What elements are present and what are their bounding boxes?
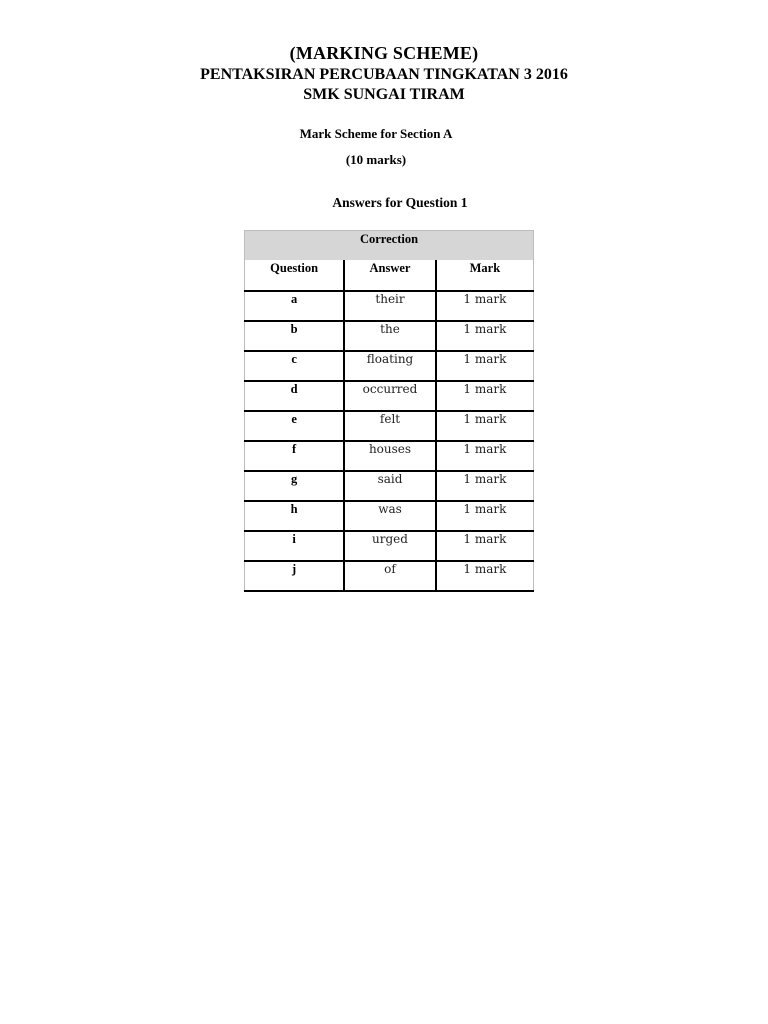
table-row bbox=[245, 531, 534, 561]
answer-cell: floating bbox=[344, 351, 436, 381]
answer-cell: the bbox=[344, 321, 436, 351]
question-cell: c bbox=[245, 351, 345, 381]
answer-table bbox=[244, 230, 534, 592]
answer-cell: of bbox=[344, 561, 436, 591]
total-marks: (10 marks) bbox=[345, 152, 407, 167]
section-label: Mark Scheme for Section A bbox=[299, 126, 453, 141]
answer-cell: their bbox=[344, 291, 436, 321]
question-cell: b bbox=[245, 321, 345, 351]
table-row bbox=[245, 351, 534, 381]
table-row bbox=[245, 501, 534, 531]
answer-cell: was bbox=[344, 501, 436, 531]
answers-heading: Answers for Question 1 bbox=[332, 195, 468, 210]
table-header-row bbox=[245, 260, 534, 291]
table-row bbox=[245, 471, 534, 501]
table-row bbox=[245, 411, 534, 441]
question-cell: j bbox=[245, 561, 345, 591]
table-body bbox=[245, 291, 534, 591]
mark-cell: 1 mark bbox=[436, 411, 534, 441]
question-cell: d bbox=[245, 381, 345, 411]
mark-cell: 1 mark bbox=[436, 441, 534, 471]
mark-cell: 1 mark bbox=[436, 351, 534, 381]
column-header-question: Question bbox=[245, 260, 345, 291]
table-caption-row bbox=[245, 231, 534, 261]
answer-cell: urged bbox=[344, 531, 436, 561]
table-row bbox=[245, 441, 534, 471]
document-title: (MARKING SCHEME) bbox=[289, 43, 479, 63]
mark-cell: 1 mark bbox=[436, 471, 534, 501]
column-header-mark: Mark bbox=[436, 260, 534, 291]
table-row bbox=[245, 291, 534, 321]
answer-cell: said bbox=[344, 471, 436, 501]
mark-cell: 1 mark bbox=[436, 321, 534, 351]
question-cell: f bbox=[245, 441, 345, 471]
exam-name: PENTAKSIRAN PERCUBAAN TINGKATAN 3 2016 bbox=[200, 66, 568, 83]
question-cell: g bbox=[245, 471, 345, 501]
column-header-answer: Answer bbox=[344, 260, 436, 291]
question-cell: h bbox=[245, 501, 345, 531]
answer-cell: occurred bbox=[344, 381, 436, 411]
mark-cell: 1 mark bbox=[436, 501, 534, 531]
table-caption: Correction bbox=[245, 231, 534, 261]
mark-cell: 1 mark bbox=[436, 291, 534, 321]
mark-cell: 1 mark bbox=[436, 561, 534, 591]
school-name: SMK SUNGAI TIRAM bbox=[303, 86, 465, 103]
answer-cell: felt bbox=[344, 411, 436, 441]
table-row bbox=[245, 321, 534, 351]
answer-cell: houses bbox=[344, 441, 436, 471]
question-cell: a bbox=[245, 291, 345, 321]
question-cell: e bbox=[245, 411, 345, 441]
question-cell: i bbox=[245, 531, 345, 561]
table-row bbox=[245, 561, 534, 591]
mark-cell: 1 mark bbox=[436, 381, 534, 411]
table-row bbox=[245, 381, 534, 411]
mark-cell: 1 mark bbox=[436, 531, 534, 561]
